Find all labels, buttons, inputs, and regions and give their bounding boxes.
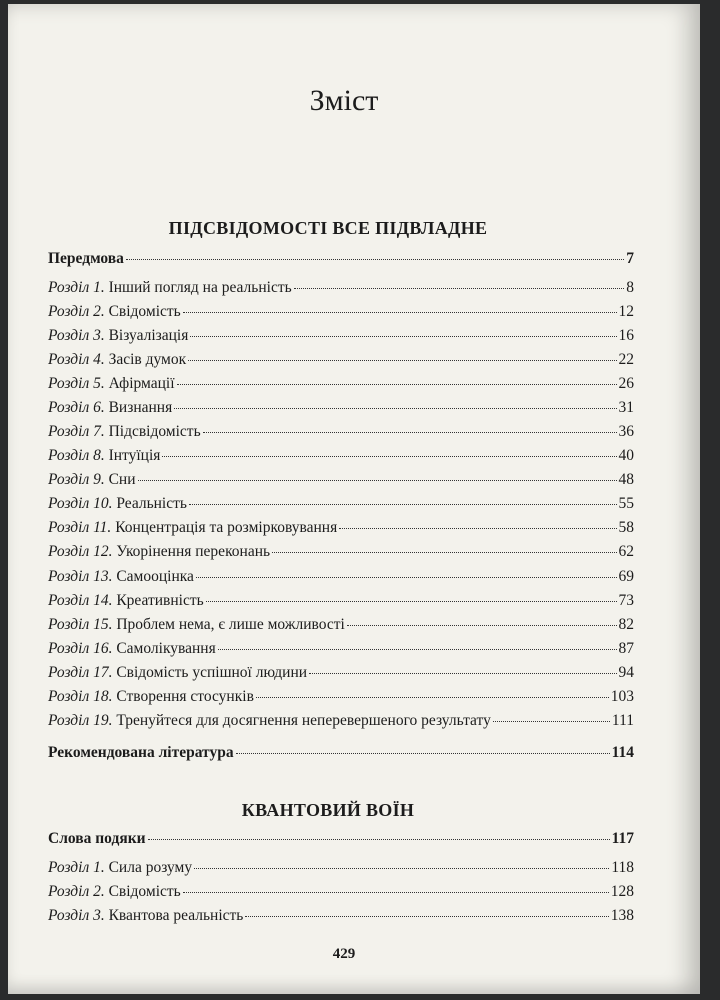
toc-chapter-number: Розділ 15. bbox=[48, 616, 113, 633]
dot-leader bbox=[339, 528, 616, 529]
toc-entry bbox=[48, 830, 634, 852]
toc-entry bbox=[48, 495, 634, 517]
toc-chapter-title: Передмова bbox=[48, 250, 124, 267]
toc-chapter-number: Розділ 9. bbox=[48, 471, 105, 488]
toc-page-number: 36 bbox=[618, 423, 634, 440]
toc-chapter-title: Тренуйтеся для досягнення неперевершеного результату bbox=[116, 712, 491, 729]
toc-entry bbox=[48, 327, 634, 349]
toc-entry-title bbox=[48, 568, 194, 586]
toc-entry bbox=[48, 303, 634, 325]
toc-entry-title bbox=[48, 859, 192, 877]
toc-entry-title bbox=[48, 351, 186, 369]
page-number: 429 bbox=[332, 946, 356, 962]
toc-entry bbox=[48, 616, 634, 638]
toc-chapter-number: Розділ 17. bbox=[48, 664, 113, 681]
toc-chapter-number: Розділ 1. bbox=[48, 279, 105, 296]
toc-chapter-number: Розділ 3. bbox=[48, 907, 105, 924]
toc-entry bbox=[48, 279, 634, 301]
dot-leader bbox=[196, 577, 617, 578]
toc-entry-title bbox=[48, 688, 254, 706]
toc-chapter-title: Сила розуму bbox=[108, 859, 193, 876]
toc-chapter-title: Проблем нема, є лише можливості bbox=[116, 616, 345, 633]
dot-leader bbox=[148, 839, 610, 840]
toc-page-number: 73 bbox=[618, 592, 634, 609]
dot-leader bbox=[294, 288, 625, 289]
toc-chapter-number: Розділ 16. bbox=[48, 640, 113, 657]
toc-chapter-number: Розділ 18. bbox=[48, 688, 113, 705]
toc-chapter-title: Засів думок bbox=[108, 351, 187, 368]
toc-chapter-title: Створення стосунків bbox=[116, 688, 254, 705]
dot-leader bbox=[177, 384, 617, 385]
toc-chapter-number: Розділ 12. bbox=[48, 543, 113, 560]
toc-page-number: 62 bbox=[618, 543, 634, 560]
dot-leader bbox=[194, 868, 609, 869]
toc-entry bbox=[48, 250, 634, 272]
toc-entry-title bbox=[48, 279, 292, 297]
toc-page-number: 8 bbox=[626, 279, 634, 296]
toc-chapter-title: Визнання bbox=[108, 399, 173, 416]
dot-leader bbox=[189, 504, 617, 505]
toc-entry bbox=[48, 447, 634, 469]
toc-entry-title bbox=[48, 423, 201, 441]
toc-entry bbox=[48, 744, 634, 766]
toc-page-number: 31 bbox=[618, 399, 634, 416]
toc-page-number: 26 bbox=[618, 375, 634, 392]
toc-entry-title bbox=[48, 447, 160, 465]
toc-chapter-title: Квантова реальність bbox=[108, 907, 244, 924]
toc-chapter-title: Свідомість bbox=[108, 303, 181, 320]
toc-entry-title bbox=[48, 712, 491, 730]
toc-entry bbox=[48, 543, 634, 565]
toc-chapter-title: Слова подяки bbox=[48, 830, 146, 847]
dot-leader bbox=[190, 336, 616, 337]
toc-entry-title bbox=[48, 375, 175, 393]
toc-chapter-number: Розділ 7. bbox=[48, 423, 105, 440]
part-2-heading: КВАНТОВИЙ ВОЇН bbox=[241, 800, 415, 820]
toc-entry-title bbox=[48, 616, 345, 634]
dot-leader bbox=[256, 697, 609, 698]
toc-entry bbox=[48, 907, 634, 929]
toc-chapter-title: Сни bbox=[108, 471, 136, 488]
toc-chapter-number: Розділ 14. bbox=[48, 592, 113, 609]
toc-entry bbox=[48, 471, 634, 493]
toc-entry bbox=[48, 399, 634, 421]
toc-entry-title bbox=[48, 883, 181, 901]
dot-leader bbox=[188, 360, 616, 361]
toc-page-number: 40 bbox=[618, 447, 634, 464]
toc-page-number: 58 bbox=[618, 519, 634, 536]
toc-entry-title bbox=[48, 830, 146, 848]
part-1-heading: ПІДСВІДОМОСТІ ВСЕ ПІДВЛАДНЕ bbox=[168, 218, 488, 238]
toc-entry bbox=[48, 519, 634, 541]
toc-entry bbox=[48, 568, 634, 590]
toc-entry bbox=[48, 640, 634, 662]
toc-chapter-title: Інший погляд на реальність bbox=[108, 279, 292, 296]
toc-chapter-title: Інтуїція bbox=[108, 447, 161, 464]
toc-page-number: 128 bbox=[610, 883, 634, 900]
toc-chapter-number: Розділ 2. bbox=[48, 883, 105, 900]
toc-entry bbox=[48, 688, 634, 710]
toc-page-number: 103 bbox=[610, 688, 634, 705]
dot-leader bbox=[138, 480, 617, 481]
toc-entry bbox=[48, 592, 634, 614]
toc-entry-title bbox=[48, 519, 337, 537]
toc-chapter-number: Розділ 8. bbox=[48, 447, 105, 464]
toc-entry-title bbox=[48, 495, 187, 513]
toc-entry-title bbox=[48, 543, 270, 561]
toc-entry-title bbox=[48, 907, 243, 925]
book-page bbox=[8, 4, 700, 994]
dot-leader bbox=[493, 721, 610, 722]
dot-leader bbox=[347, 625, 617, 626]
toc-chapter-title: Свідомість успішної людини bbox=[116, 664, 308, 681]
toc-page-number: 114 bbox=[611, 744, 634, 761]
toc-entry bbox=[48, 859, 634, 881]
toc-entry-title bbox=[48, 471, 136, 489]
toc-chapter-number: Розділ 5. bbox=[48, 375, 105, 392]
toc-chapter-title: Рекомендована література bbox=[48, 744, 234, 761]
toc-page-number: 12 bbox=[618, 303, 634, 320]
toc-page-number: 87 bbox=[618, 640, 634, 657]
toc-chapter-title: Реальність bbox=[116, 495, 187, 512]
toc-entry bbox=[48, 883, 634, 905]
toc-page-number: 118 bbox=[611, 859, 634, 876]
toc-entry-title bbox=[48, 327, 188, 345]
toc-entry-title bbox=[48, 640, 216, 658]
toc-entry bbox=[48, 423, 634, 445]
dot-leader bbox=[126, 259, 624, 260]
dot-leader bbox=[218, 649, 617, 650]
page-title: Зміст bbox=[309, 84, 379, 117]
toc-entry-title bbox=[48, 250, 124, 268]
dot-leader bbox=[206, 601, 617, 602]
toc-page-number: 16 bbox=[618, 327, 634, 344]
toc-page-number: 7 bbox=[626, 250, 634, 267]
toc-entry bbox=[48, 351, 634, 373]
dot-leader bbox=[272, 552, 616, 553]
toc-chapter-number: Розділ 6. bbox=[48, 399, 105, 416]
toc-entry bbox=[48, 664, 634, 686]
toc-chapter-number: Розділ 2. bbox=[48, 303, 105, 320]
toc-chapter-title: Підсвідомість bbox=[108, 423, 201, 440]
toc-page-number: 22 bbox=[618, 351, 634, 368]
toc-entry bbox=[48, 712, 634, 734]
toc-chapter-title: Візуалізація bbox=[108, 327, 189, 344]
toc-entry-title bbox=[48, 744, 234, 762]
toc-chapter-title: Самолікування bbox=[116, 640, 216, 657]
toc-page-number: 138 bbox=[610, 907, 634, 924]
toc-page-number: 82 bbox=[618, 616, 634, 633]
toc-entry bbox=[48, 375, 634, 397]
toc-page-number: 69 bbox=[618, 568, 634, 585]
toc-entry-title bbox=[48, 664, 307, 682]
toc-chapter-number: Розділ 10. bbox=[48, 495, 113, 512]
toc-chapter-title: Афірмації bbox=[108, 375, 175, 392]
toc-entry-title bbox=[48, 592, 204, 610]
dot-leader bbox=[309, 673, 616, 674]
dot-leader bbox=[245, 916, 608, 917]
dot-leader bbox=[203, 432, 617, 433]
toc-chapter-number: Розділ 11. bbox=[48, 519, 112, 536]
toc-page-number: 55 bbox=[618, 495, 634, 512]
toc-chapter-number: Розділ 3. bbox=[48, 327, 105, 344]
toc-chapter-title: Креативність bbox=[116, 592, 204, 609]
dot-leader bbox=[183, 312, 617, 313]
toc-chapter-title: Укорінення переконань bbox=[116, 543, 271, 560]
dot-leader bbox=[174, 408, 616, 409]
toc-entry-title bbox=[48, 399, 172, 417]
toc-chapter-title: Концентрація та розмірковування bbox=[115, 519, 338, 536]
toc-page-number: 48 bbox=[618, 471, 634, 488]
dot-leader bbox=[183, 892, 609, 893]
toc-chapter-number: Розділ 4. bbox=[48, 351, 105, 368]
toc-page-number: 111 bbox=[611, 712, 634, 729]
toc-chapter-number: Розділ 13. bbox=[48, 568, 113, 585]
toc-chapter-title: Свідомість bbox=[108, 883, 181, 900]
toc-chapter-title: Самооцінка bbox=[116, 568, 194, 585]
dot-leader bbox=[162, 456, 616, 457]
toc-page-number: 94 bbox=[618, 664, 634, 681]
toc-chapter-number: Розділ 1. bbox=[48, 859, 105, 876]
toc-page-number: 117 bbox=[611, 830, 634, 847]
dot-leader bbox=[236, 753, 610, 754]
toc-chapter-number: Розділ 19. bbox=[48, 712, 113, 729]
toc-entry-title bbox=[48, 303, 181, 321]
